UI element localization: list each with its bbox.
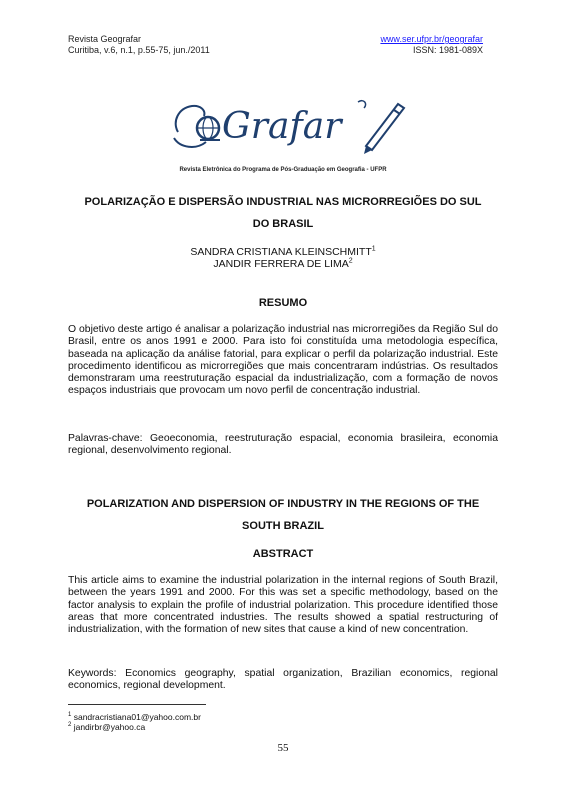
author-1-footnote-ref[interactable]: 1 [371, 245, 376, 253]
issn: ISSN: 1981-089X [412, 45, 483, 55]
journal-url-link[interactable]: www.ser.ufpr.br/geografar [380, 34, 483, 44]
author-2-name: JANDIR FERRERA DE LIMA [213, 258, 349, 270]
running-header-right [348, 34, 483, 56]
author-2 [68, 258, 498, 270]
resumo-heading: RESUMO [258, 297, 308, 309]
title-en-line-2: SOUTH BRAZIL [242, 520, 324, 532]
svg-text:Grafar: Grafar [222, 106, 342, 147]
author-1 [68, 246, 498, 258]
journal-name: Revista Geografar [68, 34, 142, 44]
resumo-text: O objetivo deste artigo é analisar a polarização industrial nas microrregiões da Região Sul do Brasil, entre os anos 1991 e 2000. Para isto foi constituída uma metodologia específica, baseada na aplicação da análise fatorial, para explicar o perfil da polarização industrial. Este procedimento identificou as microrregiões que mais concentraram indústrias. Os resultados demonstraram uma reestruturação espacial da industrialização, com a formação de novos espaços industriais que provocam um novo perfil de concentração industrial. [68, 324, 498, 397]
article-title-en [68, 493, 498, 537]
logo-subtitle: Revista Eletrônica do Programa de Pós-Graduação em Geografia - UFPR [179, 167, 387, 173]
footnote-2 [68, 720, 145, 732]
abstract-heading: ABSTRACT [252, 548, 314, 560]
geografar-logo [170, 94, 410, 156]
title-en-line-1: POLARIZATION AND DISPERSION OF INDUSTRY IN THE REGIONS OF THE [86, 498, 480, 510]
footnote-1-email[interactable]: sandracristiana01@yahoo.com.br [73, 711, 201, 722]
abstract-keywords: Keywords: Economics geography, spatial organization, Brazilian economics, regional economics, regional development. [68, 668, 498, 692]
authors [68, 246, 498, 270]
author-2-footnote-ref[interactable]: 2 [348, 257, 353, 265]
issue-info: Curitiba, v.6, n.1, p.55-75, jun./2011 [68, 45, 210, 55]
title-pt-line-2: DO BRASIL [252, 218, 314, 230]
page-number: 55 [277, 742, 289, 754]
footnote-divider [68, 704, 206, 705]
title-pt-line-1: POLARIZAÇÃO E DISPERSÃO INDUSTRIAL NAS MICRORREGIÕES DO SUL [84, 196, 482, 208]
geografar-logo-graphic [170, 94, 410, 156]
author-1-name: SANDRA CRISTIANA KLEINSCHMITT [190, 246, 372, 258]
footnote-1-number: 1 [68, 712, 72, 718]
footnote-2-number: 2 [68, 722, 72, 728]
resumo-keywords: Palavras-chave: Geoeconomia, reestruturação espacial, economia brasileira, economia regional, desenvolvimento regional. [68, 433, 498, 457]
running-header-left [68, 34, 210, 56]
article-title-pt [68, 191, 498, 235]
footnote-2-email[interactable]: jandirbr@yahoo.ca [73, 721, 146, 732]
abstract-text: This article aims to examine the industrial polarization in the internal regions of South Brazil, between the years 1991 and 2000. For this was set a specific methodology, based on the factor analysis to explain the profile of industrial polarization. This procedure identified those areas that more concentrated industries. The results showed a spatial restructuring of industrialization, with the formation of new sites that cause a kind of new concentration. [68, 575, 498, 636]
